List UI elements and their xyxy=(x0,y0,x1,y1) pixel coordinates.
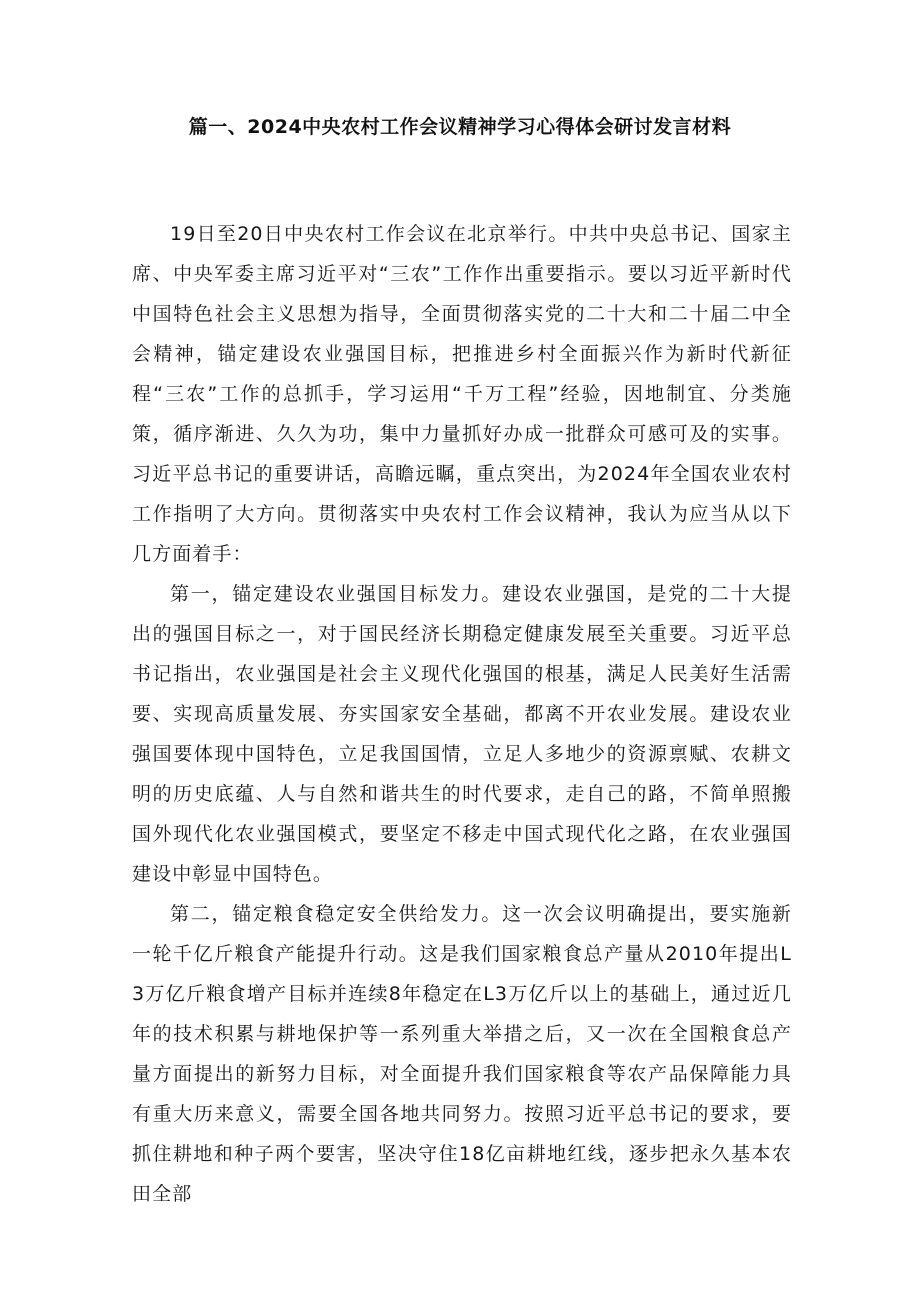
paragraph-first-point: 第一，锚定建设农业强国目标发力。建设农业强国，是党的二十大提出的强国目标之一，对于国民经济长期稳定健康发展至关重要。习近平总书记指出，农业强国是社会主义现代化强国的根基，满足人民美好生活需要、实现高质量发展、夯实国家安全基础，都离不开农业发展。建设农业强国要体现中国特色，立足我国国情，立足人多地少的资源禀赋、农耕文明的历史底蕴、人与自然和谐共生的时代要求，走自己的路，不简单照搬国外现代化农业强国模式，要坚定不移走中国式现代化之路，在农业强国建设中彰显中国特色。 xyxy=(132,583,792,885)
document-body xyxy=(132,214,792,1214)
paragraph-second-point: 第二，锚定粮食稳定安全供给发力。这一次会议明确提出，要实施新一轮千亿斤粮食产能提升行动。这是我们国家粮食总产量从2010年提出L3万亿斤粮食增产目标并连续8年稳定在L3万亿斤以上的基础上，通过近几年的技术积累与耕地保护等一系列重大举措之后，又一次在全国粮食总产量方面提出的新努力目标，对全面提升我们国家粮食等农产品保障能力具有重大历来意义，需要全国各地共同努力。按照习近平总书记的要求，要抓住耕地和种子两个要害，坚决守住18亿亩耕地红线，逐步把永久基本农田全部 xyxy=(132,903,792,1205)
document-title: 篇一、2024中央农村工作会议精神学习心得体会研讨发言材料 xyxy=(188,116,732,138)
paragraph-intro: 19日至20日中央农村工作会议在北京举行。中共中央总书记、国家主席、中央军委主席习近平对“三农”工作作出重要指示。要以习近平新时代中国特色社会主义思想为指导，全面贯彻落实党的二十大和二十届二中全会精神，锚定建设农业强国目标，把推进乡村全面振兴作为新时代新征程“三农”工作的总抓手，学习运用“千万工程”经验，因地制宜、分类施策，循序渐进、久久为功，集中力量抓好办成一批群众可感可及的实事。习近平总书记的重要讲话，高瞻远瞩，重点突出，为2024年全国农业农村工作指明了大方向。贯彻落实中央农村工作会议精神，我认为应当从以下几方面着手： xyxy=(132,223,792,565)
